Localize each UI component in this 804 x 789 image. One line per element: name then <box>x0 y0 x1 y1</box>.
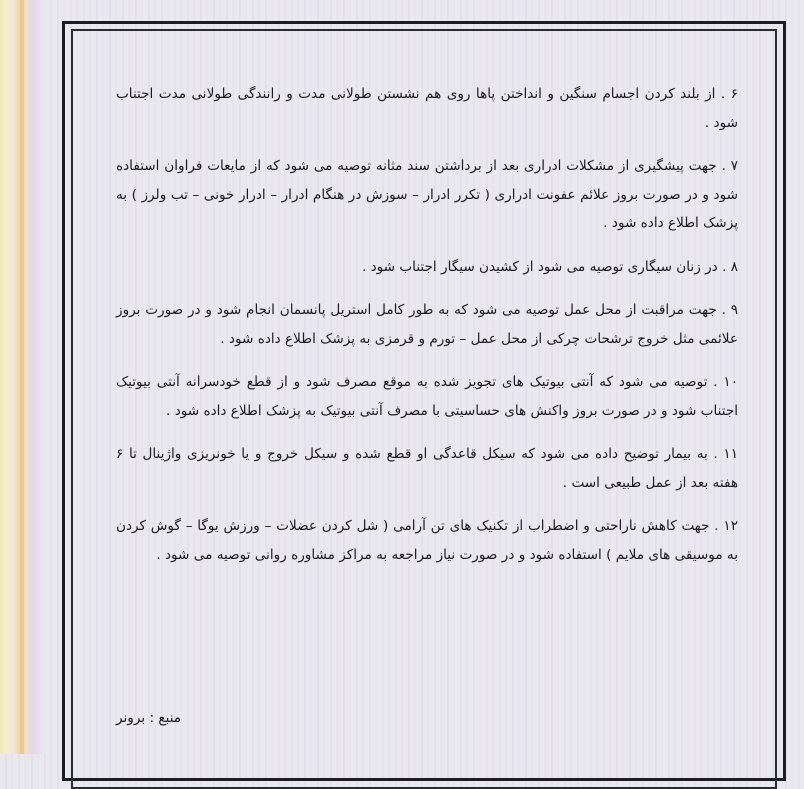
instruction-item-9: ۹ . جهت مراقبت از محل عمل توصیه می شود که به طور کامل استریل پانسمان انجام شود و در صورت بروز علائمی مثل خروج ترشحات چرکی از محل عمل – تورم و قرمزی به پزشک اطلاع داده شود . <box>116 302 738 347</box>
instruction-item-6: ۶ . از بلند کردن اجسام سنگین و انداختن پاها روی هم نشستن طولانی مدت و رانندگی طولانی مدت اجتناب شود . <box>116 86 738 131</box>
source-citation: منبع : برونر <box>116 710 182 726</box>
instruction-item-8: ۸ . در زنان سیگاری توصیه می شود از کشیدن سیگار اجتناب شود . <box>361 258 738 275</box>
instruction-item-12: ۱۲ . جهت کاهش ناراحتی و اضطراب از تکنیک های تن آرامی ( شل کردن عضلات – ورزش یوگا – گوش کردن به موسیقی های ملایم ) استفاده شود و در صورت نیاز مراجعه به مراکز مشاوره روانی توصیه می شود . <box>116 518 738 563</box>
instruction-item-7: ۷ . جهت پیشگیری از مشکلات ادراری بعد از برداشتن سند مثانه توصیه می شود که از مایعات فراوان استفاده شود و در صورت بروز علائم عفونت ادراری ( تکرر ادرار – سوزش در هنگام ادرار – ادرار خونی – تب ولرز ) به پزشک اطلاع داده شود . <box>116 158 738 231</box>
edge-accent-line <box>20 0 24 754</box>
page-edge-strip <box>0 0 46 754</box>
instructions-body <box>116 80 738 584</box>
instruction-item-11: ۱۱ . به بیمار توضیح داده می شود که سیکل قاعدگی او قطع شده و سیکل خروج و یا خونریزی واژینال تا ۶ هفته بعد از عمل طبیعی است . <box>116 446 738 491</box>
instruction-item-10: ۱۰ . توصیه می شود که آنتی بیوتیک های تجویز شده به موقع مصرف شود و از قطع خودسرانه آنتی بیوتیک اجتناب شود و در صورت بروز واکنش های حساسیتی با مصرف آنتی بیوتیک به پزشک اطلاع داده شود . <box>116 374 738 419</box>
